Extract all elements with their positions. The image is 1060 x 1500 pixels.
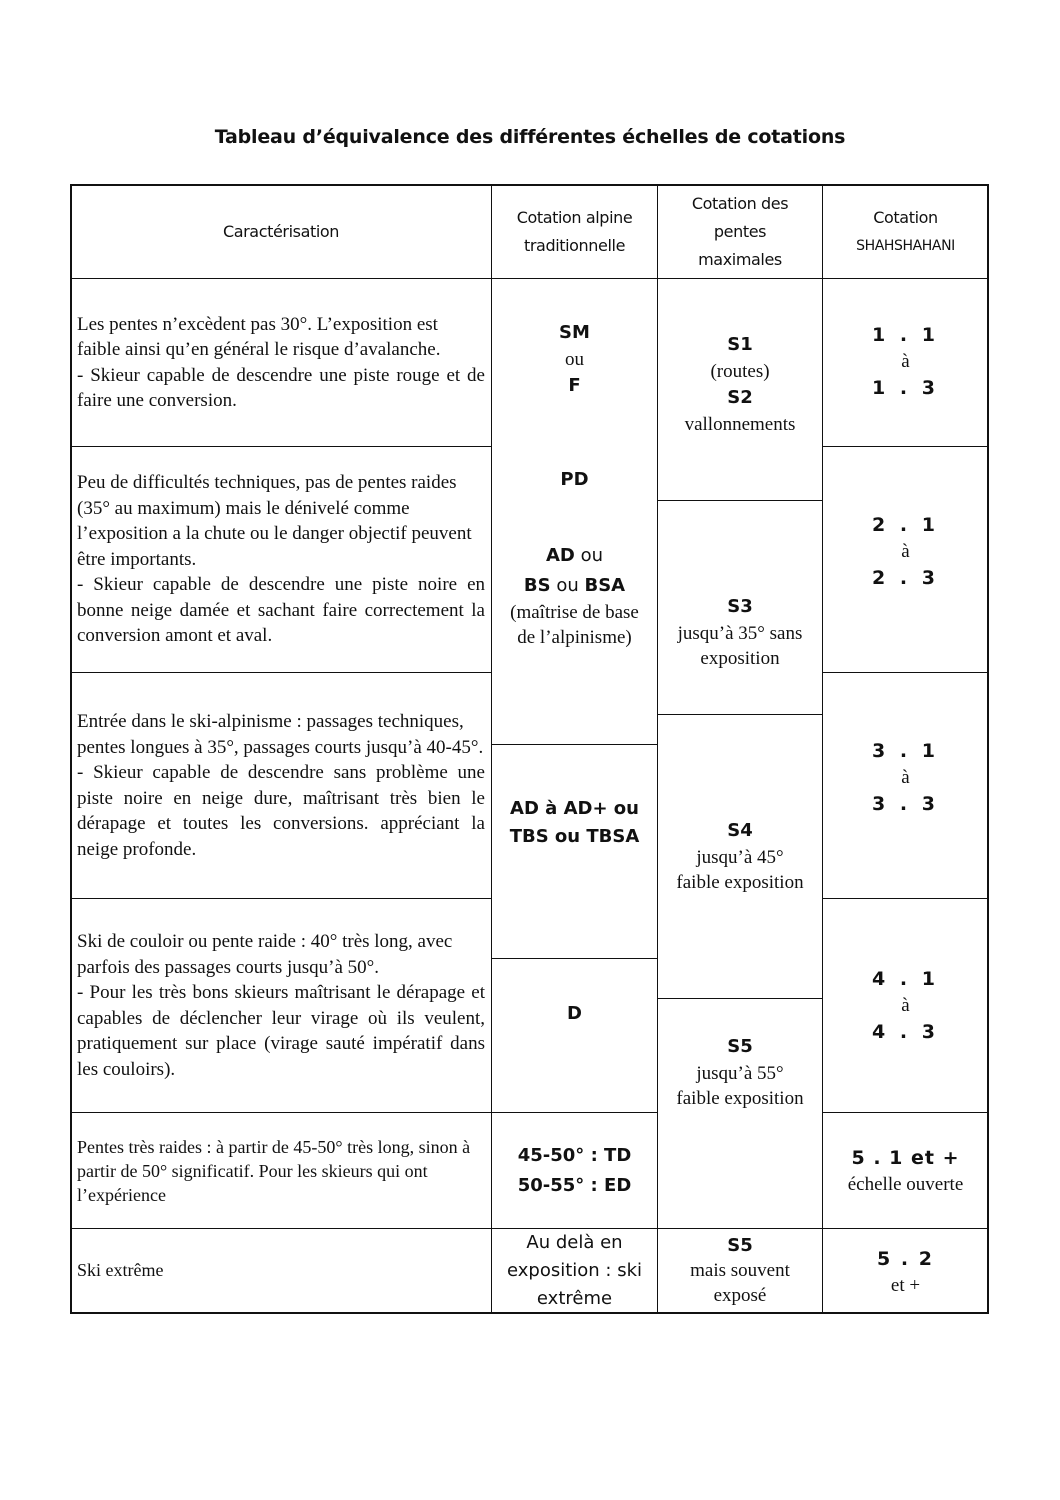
header-shah-line2: SHAHSHAHANI bbox=[856, 237, 955, 254]
shah-row-4 bbox=[822, 898, 989, 1113]
header-alpine-line2: traditionnelle bbox=[523, 235, 626, 255]
description-row-3 bbox=[70, 672, 492, 899]
shah-row-5 bbox=[822, 1112, 989, 1229]
shah-to-word: échelle ouverte bbox=[847, 1174, 964, 1195]
alpine-pd: PD bbox=[560, 469, 589, 490]
shah-from: 5 . 2 bbox=[877, 1247, 934, 1270]
pentes-s1-s2 bbox=[657, 278, 823, 501]
description-intro: Entrée dans le ski-alpinisme : passages techniques, pentes longues à 35°, passages courts jusqu’à 40-45°. bbox=[77, 711, 484, 758]
description-skier: - Pour les très bons skieurs maîtrisant le dérapage et capables de déclencher leur virage où ils veulent, pratiquement sur place (virage sauté impératif dans les couloirs). bbox=[77, 982, 485, 1080]
header-alpine-line1: Cotation alpine bbox=[516, 207, 633, 227]
header-caracterisation bbox=[70, 184, 492, 279]
shah-row-3 bbox=[822, 672, 989, 899]
alpine-extreme-line2: exposition : ski bbox=[506, 1260, 643, 1281]
shah-from: 5 . 1 et + bbox=[851, 1147, 960, 1169]
shah-to-word: à bbox=[901, 995, 910, 1016]
shah-from: 3 . 1 bbox=[872, 740, 939, 762]
description-row-4 bbox=[70, 898, 492, 1113]
pentes-s1: S1 bbox=[727, 334, 753, 355]
shah-to: 1 . 3 bbox=[872, 377, 939, 399]
pentes-s5-note1: jusqu’à 55° bbox=[696, 1063, 784, 1084]
alpine-ad-line bbox=[546, 542, 603, 570]
shah-row-6 bbox=[822, 1228, 989, 1314]
header-caracterisation-label: Caractérisation bbox=[222, 221, 340, 241]
alpine-sm: SM bbox=[559, 322, 590, 343]
pentes-s5b-note2: exposé bbox=[713, 1285, 767, 1306]
alpine-tbs: TBS ou TBSA bbox=[509, 826, 640, 847]
page-title: Tableau d’équivalence des différentes échelles de cotations bbox=[214, 126, 846, 148]
alpine-bs-line bbox=[524, 572, 625, 600]
description-row-1 bbox=[70, 278, 492, 447]
pentes-s1-note: (routes) bbox=[710, 361, 770, 382]
description-intro: Les pentes n’excèdent pas 30°. L’exposition est faible ainsi qu’en général le risque d’avalanche. bbox=[77, 313, 441, 360]
shah-from: 4 . 1 bbox=[872, 968, 939, 990]
header-pentes-line1: Cotation des bbox=[691, 193, 789, 213]
alpine-block-4 bbox=[491, 1112, 658, 1229]
shah-to-word: à bbox=[901, 541, 910, 562]
pentes-s5-note2: faible exposition bbox=[676, 1088, 804, 1109]
alpine-block-1 bbox=[491, 278, 658, 745]
description-intro: Pentes très raides : à partir de 45-50° très long, sinon à partir de 50° significatif. Pour les skieurs qui ont l’expérience bbox=[77, 1136, 471, 1205]
shah-to-word: à bbox=[901, 767, 910, 788]
alpine-bs: BS bbox=[523, 575, 551, 596]
shah-to: 2 . 3 bbox=[872, 567, 939, 589]
shah-to: 4 . 3 bbox=[872, 1021, 939, 1043]
pentes-s3-label: S3 bbox=[727, 596, 753, 617]
shah-to: 3 . 3 bbox=[872, 793, 939, 815]
pentes-s4-note1: jusqu’à 45° bbox=[696, 847, 784, 868]
alpine-block-3 bbox=[491, 958, 658, 1113]
pentes-s2-note: vallonnements bbox=[684, 414, 796, 435]
pentes-s5 bbox=[657, 998, 823, 1229]
description-row-6 bbox=[70, 1228, 492, 1314]
description-intro: Peu de difficultés techniques, pas de pentes raides (35° au maximum) mais le dénivelé comme l’exposition a la chute ou le danger objectif peuvent être importants. bbox=[77, 472, 472, 570]
alpine-extreme-line1: Au delà en bbox=[526, 1232, 623, 1253]
alpine-block-5 bbox=[491, 1228, 658, 1314]
alpine-d: D bbox=[567, 1003, 582, 1024]
alpine-ad-plus: AD à AD+ ou bbox=[510, 798, 639, 819]
pentes-s5b-label: S5 bbox=[727, 1235, 753, 1256]
header-pentes-line2: pentes bbox=[713, 221, 767, 241]
equivalence-table bbox=[70, 184, 989, 1314]
alpine-note-line2: de l’alpinisme) bbox=[517, 627, 632, 648]
shah-to-word: à bbox=[901, 351, 910, 372]
alpine-block-2 bbox=[491, 744, 658, 959]
alpine-extreme-line3: extrême bbox=[536, 1288, 613, 1309]
alpine-ou: ou bbox=[574, 545, 604, 566]
header-shah-line1: Cotation bbox=[873, 207, 938, 227]
description-row-5 bbox=[70, 1112, 492, 1229]
alpine-ou: ou bbox=[550, 575, 585, 596]
header-pentes bbox=[657, 184, 823, 279]
description-skier: - Skieur capable de descendre une piste noire en bonne neige damée et sachant faire correctement la conversion amont et aval. bbox=[77, 574, 485, 647]
pentes-s4-note2: faible exposition bbox=[676, 872, 804, 893]
pentes-s5b-note1: mais souvent bbox=[690, 1260, 790, 1281]
header-pentes-line3: maximales bbox=[698, 249, 782, 269]
description-skier: - Skieur capable de descendre une piste rouge et de faire une conversion. bbox=[77, 364, 485, 411]
description-intro: Ski extrême bbox=[77, 1260, 164, 1281]
shah-to-word: et + bbox=[890, 1274, 921, 1296]
alpine-f: F bbox=[568, 375, 581, 396]
alpine-bsa: BSA bbox=[584, 575, 626, 596]
pentes-s5-expose bbox=[657, 1228, 823, 1314]
pentes-s2: S2 bbox=[727, 387, 753, 408]
header-shahshahani bbox=[822, 184, 989, 279]
alpine-ad: AD bbox=[545, 545, 575, 566]
alpine-td: 45-50° : TD bbox=[517, 1144, 632, 1166]
shah-row-2 bbox=[822, 446, 989, 673]
pentes-s3-note2: exposition bbox=[700, 648, 780, 669]
description-intro: Ski de couloir ou pente raide : 40° très long, avec parfois des passages courts jusqu’à 50°. bbox=[77, 931, 453, 978]
shah-from: 1 . 1 bbox=[872, 324, 939, 346]
pentes-s3 bbox=[657, 500, 823, 715]
alpine-ed: 50-55° : ED bbox=[517, 1174, 632, 1196]
alpine-ou: ou bbox=[565, 349, 584, 370]
header-alpine bbox=[491, 184, 658, 279]
shah-row-1 bbox=[822, 278, 989, 447]
alpine-note-line1: (maîtrise de base bbox=[510, 602, 639, 623]
description-row-2 bbox=[70, 446, 492, 673]
pentes-s4-label: S4 bbox=[727, 820, 753, 841]
description-skier: - Skieur capable de descendre sans problème une piste noire en neige dure, maîtrisant très bien le dérapage et toutes les conversions. appréciant la neige profonde. bbox=[77, 762, 485, 860]
pentes-s4 bbox=[657, 714, 823, 999]
pentes-s3-note1: jusqu’à 35° sans bbox=[677, 623, 803, 644]
shah-from: 2 . 1 bbox=[872, 514, 939, 536]
pentes-s5-label: S5 bbox=[727, 1036, 753, 1057]
